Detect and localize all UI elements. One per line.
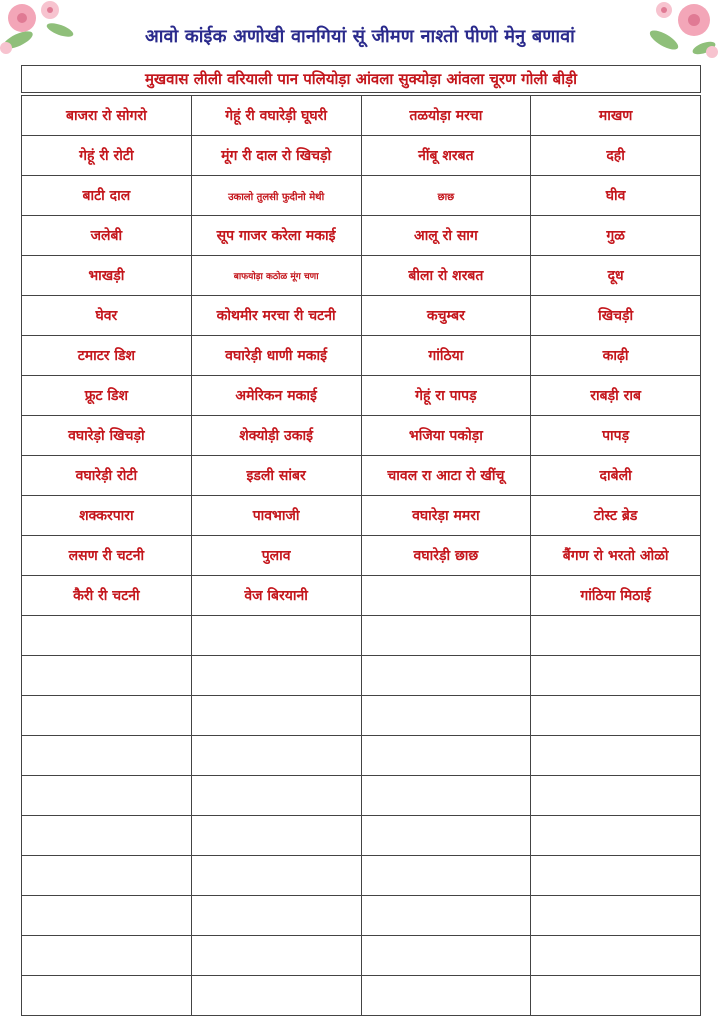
menu-cell: खिचड़ी	[531, 296, 701, 336]
menu-cell	[22, 736, 192, 776]
table-row	[22, 416, 701, 456]
menu-cell: वघारेड़ी धाणी मकाई	[191, 336, 361, 376]
menu-cell: शक्करपारा	[22, 496, 192, 536]
table-row	[22, 896, 701, 936]
menu-cell	[531, 856, 701, 896]
menu-cell	[191, 896, 361, 936]
menu-cell: बैंगण रो भरतो ओळो	[531, 536, 701, 576]
menu-cell	[531, 896, 701, 936]
menu-cell	[361, 896, 531, 936]
menu-cell	[191, 936, 361, 976]
menu-cell	[361, 776, 531, 816]
menu-cell: छाछ	[361, 176, 531, 216]
menu-cell	[531, 976, 701, 1016]
menu-cell: बाफयोड़ा कठोळ मूंग चणा	[191, 256, 361, 296]
menu-cell	[531, 656, 701, 696]
menu-cell: वघारेड़ा ममरा	[361, 496, 531, 536]
menu-cell	[531, 736, 701, 776]
menu-cell: गेहूं री वघारेड़ी घूघरी	[191, 96, 361, 136]
menu-cell: टमाटर डिश	[22, 336, 192, 376]
table-row	[22, 616, 701, 656]
page-title: आवो कांईक अणोखी वानगियां सूं जीमण नाश्तो पीणो मेनु बणावां	[144, 26, 576, 47]
table-row	[22, 136, 701, 176]
menu-cell: वघारेड़ी छाछ	[361, 536, 531, 576]
menu-cell	[531, 776, 701, 816]
menu-cell: जलेबी	[22, 216, 192, 256]
menu-cell	[22, 656, 192, 696]
menu-cell: काढ़ी	[531, 336, 701, 376]
menu-cell	[191, 856, 361, 896]
menu-cell: सूप गाजर करेला मकाई	[191, 216, 361, 256]
menu-cell: शेक्योड़ी उकाई	[191, 416, 361, 456]
menu-cell: दही	[531, 136, 701, 176]
menu-cell	[361, 696, 531, 736]
menu-cell: दाबेली	[531, 456, 701, 496]
menu-cell: भजिया पकोड़ा	[361, 416, 531, 456]
menu-cell: वेज बिरयानी	[191, 576, 361, 616]
table-row	[22, 776, 701, 816]
menu-cell: भाखड़ी	[22, 256, 192, 296]
menu-cell: इडली सांबर	[191, 456, 361, 496]
menu-cell: टोस्ट ब्रेड	[531, 496, 701, 536]
menu-cell	[22, 616, 192, 656]
menu-cell: पावभाजी	[191, 496, 361, 536]
menu-table	[21, 95, 701, 1016]
menu-cell: गेहूं री रोटी	[22, 136, 192, 176]
table-row	[22, 496, 701, 536]
mukhwas-banner: मुखवास लीली वरियाली पान पलियोड़ा आंवला सुक्योड़ा आंवला चूरण गोली बीड़ी	[21, 65, 701, 93]
menu-cell: राबड़ी राब	[531, 376, 701, 416]
menu-cell	[361, 576, 531, 616]
menu-cell: लसण री चटनी	[22, 536, 192, 576]
menu-cell: पापड़	[531, 416, 701, 456]
menu-cell	[361, 736, 531, 776]
menu-cell	[22, 856, 192, 896]
menu-cell	[361, 616, 531, 656]
table-row	[22, 376, 701, 416]
table-row	[22, 256, 701, 296]
menu-cell	[531, 616, 701, 656]
table-row	[22, 976, 701, 1016]
table-row	[22, 576, 701, 616]
menu-cell: वघारेड़ी रोटी	[22, 456, 192, 496]
menu-cell	[361, 976, 531, 1016]
menu-cell: घीव	[531, 176, 701, 216]
menu-cell	[22, 976, 192, 1016]
menu-cell	[531, 696, 701, 736]
menu-cell	[361, 856, 531, 896]
menu-cell: पुलाव	[191, 536, 361, 576]
menu-cell	[191, 776, 361, 816]
menu-cell	[191, 736, 361, 776]
menu-cell	[361, 816, 531, 856]
menu-cell: तळयोड़ा मरचा	[361, 96, 531, 136]
menu-cell: कैरी री चटनी	[22, 576, 192, 616]
table-row	[22, 456, 701, 496]
table-row	[22, 536, 701, 576]
table-row	[22, 96, 701, 136]
table-row	[22, 696, 701, 736]
menu-cell	[531, 816, 701, 856]
menu-cell	[22, 776, 192, 816]
menu-cell: गेहूं रा पापड़	[361, 376, 531, 416]
menu-cell: गुळ	[531, 216, 701, 256]
menu-cell	[191, 816, 361, 856]
table-row	[22, 936, 701, 976]
menu-cell	[191, 616, 361, 656]
table-row	[22, 656, 701, 696]
menu-cell: नींबू शरबत	[361, 136, 531, 176]
menu-cell	[361, 656, 531, 696]
menu-cell: फ्रूट डिश	[22, 376, 192, 416]
menu-cell	[22, 696, 192, 736]
menu-cell: दूध	[531, 256, 701, 296]
menu-cell	[191, 696, 361, 736]
menu-cell: बाजरा रो सोगरो	[22, 96, 192, 136]
menu-cell	[22, 816, 192, 856]
menu-cell: कचुम्बर	[361, 296, 531, 336]
menu-cell	[361, 936, 531, 976]
menu-cell: उकालो तुलसी फुदीनो मेथी	[191, 176, 361, 216]
menu-cell: बाटी दाल	[22, 176, 192, 216]
menu-cell: माखण	[531, 96, 701, 136]
menu-cell: मूंग री दाल रो खिचड़ो	[191, 136, 361, 176]
table-row	[22, 216, 701, 256]
menu-cell	[191, 976, 361, 1016]
menu-cell: अमेरिकन मकाई	[191, 376, 361, 416]
menu-cell	[22, 896, 192, 936]
table-row	[22, 736, 701, 776]
menu-cell: घेवर	[22, 296, 192, 336]
menu-cell: गांठिया मिठाई	[531, 576, 701, 616]
menu-cell: वघारेड़ो खिचड़ो	[22, 416, 192, 456]
menu-cell: कोथमीर मरचा री चटनी	[191, 296, 361, 336]
table-row	[22, 336, 701, 376]
table-row	[22, 816, 701, 856]
table-row	[22, 856, 701, 896]
menu-cell	[531, 936, 701, 976]
menu-cell: आलू रो साग	[361, 216, 531, 256]
table-row	[22, 296, 701, 336]
menu-cell	[22, 936, 192, 976]
menu-cell: गांठिया	[361, 336, 531, 376]
menu-cell	[191, 656, 361, 696]
table-row	[22, 176, 701, 216]
menu-cell: बीला रो शरबत	[361, 256, 531, 296]
menu-cell: चावल रा आटा रो खींचू	[361, 456, 531, 496]
